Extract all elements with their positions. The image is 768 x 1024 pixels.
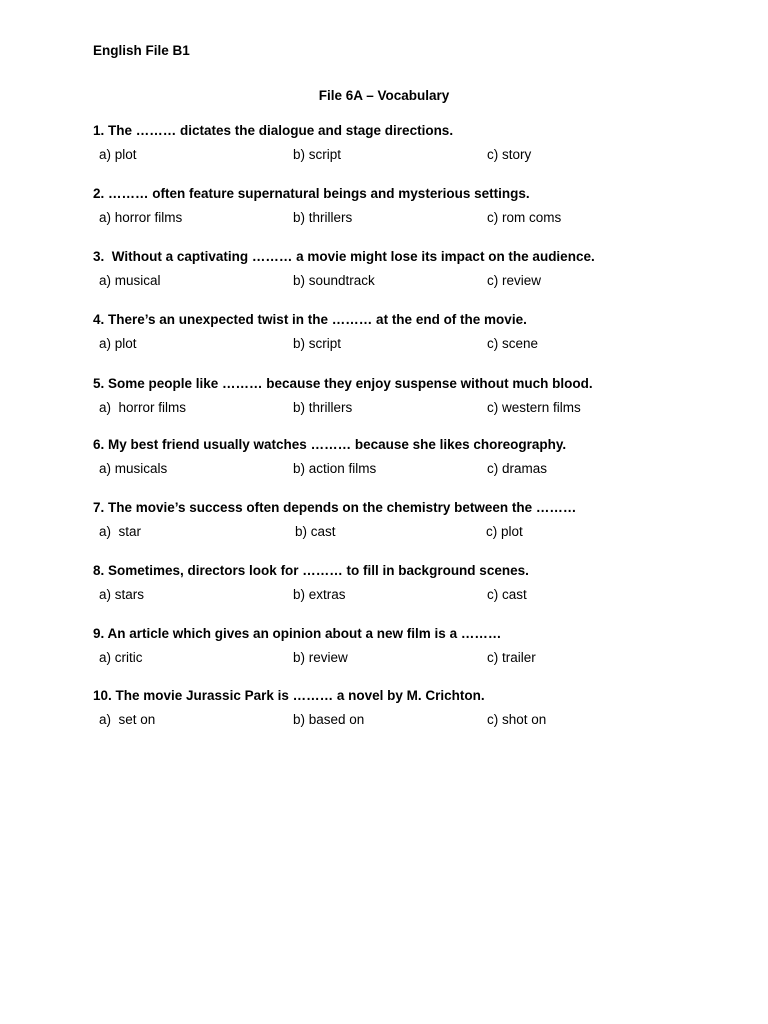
question-10 [93,688,693,730]
option-b: b) thrillers [293,400,353,415]
question-5 [93,376,693,418]
question-1 [93,123,693,165]
question-4 [93,312,693,354]
option-c: c) western films [487,400,581,415]
option-c: c) cast [487,587,527,602]
option-b: b) thrillers [293,210,353,225]
option-c: c) shot on [487,712,547,727]
question-text: 4. There’s an unexpected twist in the ……… at the end of the movie. [93,312,527,327]
option-a: a) musicals [99,461,168,476]
option-c: c) trailer [487,650,536,665]
option-c: c) plot [486,524,523,539]
page-title: File 6A – Vocabulary [318,88,450,103]
question-text: 9. An article which gives an opinion about a new film is a ……… [93,626,502,641]
option-c: c) dramas [487,461,548,476]
answer-options [93,461,693,479]
question-2 [93,186,693,228]
answer-options [93,336,693,354]
option-a: a) plot [99,147,137,162]
question-9 [93,626,693,668]
option-b: b) soundtrack [293,273,375,288]
answer-options [93,524,693,542]
option-c: c) rom coms [487,210,562,225]
question-6 [93,437,693,479]
option-a: a) horror films [99,400,187,415]
answer-options [93,650,693,668]
option-b: b) script [293,147,342,162]
option-a: a) star [99,524,142,539]
option-a: a) critic [99,650,143,665]
option-b: b) based on [293,712,365,727]
option-c: c) story [487,147,532,162]
option-b: b) extras [293,587,346,602]
question-text: 3. Without a captivating ……… a movie might lose its impact on the audience. [93,249,595,264]
question-text: 10. The movie Jurassic Park is ……… a novel by M. Crichton. [93,688,485,703]
answer-options [93,587,693,605]
question-text: 2. ……… often feature supernatural beings and mysterious settings. [93,186,530,201]
question-text: 5. Some people like ……… because they enjoy suspense without much blood. [93,376,593,391]
document-header: English File B1 [93,43,190,58]
option-b: b) cast [295,524,336,539]
option-a: a) plot [99,336,137,351]
question-7 [93,500,693,542]
option-a: a) musical [99,273,161,288]
question-text: 6. My best friend usually watches ……… because she likes choreography. [93,437,567,452]
option-c: c) review [487,273,542,288]
answer-options [93,273,693,291]
option-a: a) set on [99,712,156,727]
option-b: b) script [293,336,342,351]
option-a: a) horror films [99,210,183,225]
option-a: a) stars [99,587,145,602]
question-3 [93,249,693,291]
answer-options [93,210,693,228]
answer-options [93,712,693,730]
question-text: 1. The ……… dictates the dialogue and stage directions. [93,123,454,138]
question-8 [93,563,693,605]
option-b: b) action films [293,461,377,476]
option-c: c) scene [487,336,539,351]
option-b: b) review [293,650,348,665]
question-text: 8. Sometimes, directors look for ……… to fill in background scenes. [93,563,529,578]
answer-options [93,147,693,165]
answer-options [93,400,693,418]
question-text: 7. The movie’s success often depends on the chemistry between the ……… [93,500,577,515]
